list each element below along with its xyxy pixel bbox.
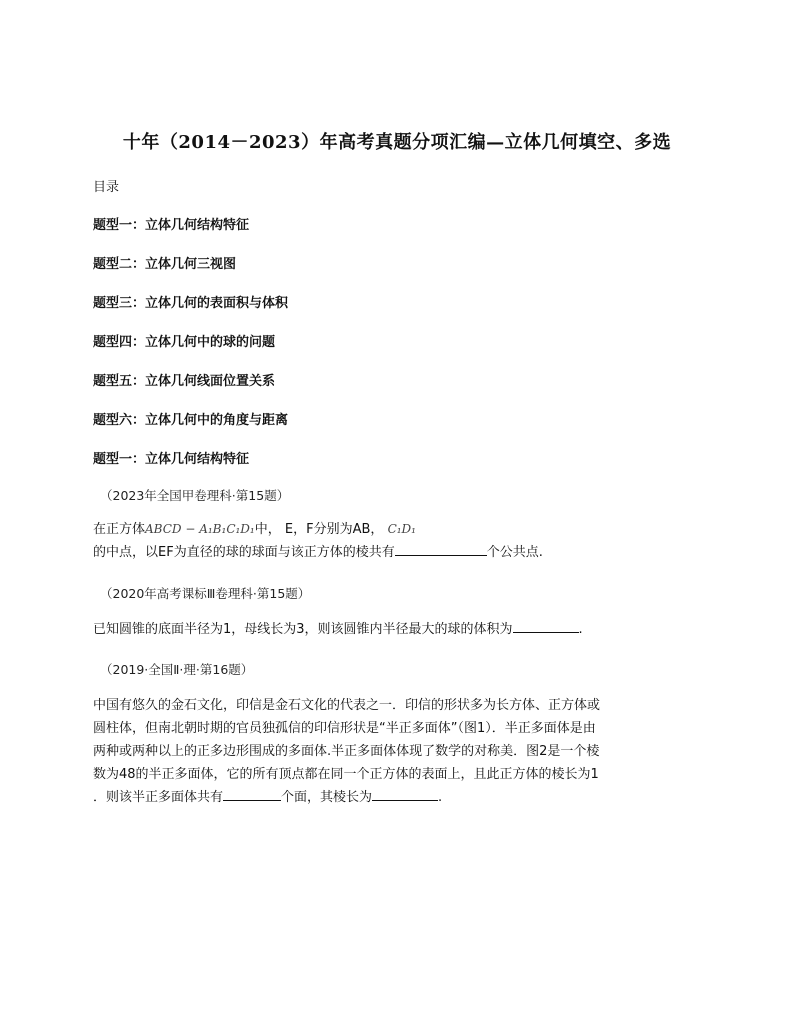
- q3-source: （2019·全国Ⅱ·理·第16题）: [100, 662, 254, 677]
- q1-text: E，F分别为AB，: [284, 522, 384, 537]
- q3-line: [93, 786, 703, 809]
- answer-blank[interactable]: [372, 786, 438, 801]
- q2-text: .: [578, 622, 583, 637]
- answer-blank[interactable]: [513, 618, 579, 633]
- toc-list: [93, 214, 288, 487]
- q1-text: 在正方体: [93, 522, 146, 537]
- q1-text: 中，: [254, 522, 281, 537]
- q3-line: 圆柱体，但南北朝时期的官员独孤信的印信形状是“半正多面体”（图1）．半正多面体是由: [93, 721, 596, 736]
- section-heading: 题型一：立体几何结构特征: [93, 452, 250, 467]
- toc-heading: 目录: [93, 180, 120, 195]
- q1-text: 个公共点.: [486, 545, 543, 560]
- q1-source: （2023年全国甲卷理科·第15题）: [100, 488, 290, 503]
- answer-blank[interactable]: [395, 541, 487, 556]
- q3-text: ．则该半正多面体共有: [93, 790, 224, 805]
- q3-line: 两种或两种以上的正多边形围成的多面体.半正多面体体现了数学的对称美．图2是一个棱: [93, 744, 600, 759]
- q1-line2: [93, 541, 703, 564]
- q3-line: 数为48的半正多面体，它的所有顶点都在同一个正方体的表面上，且此正方体的棱长为1: [93, 767, 599, 782]
- q3-text: .: [438, 790, 443, 805]
- toc-item[interactable]: 题型二：立体几何三视图: [93, 257, 237, 272]
- q1-line1: [93, 518, 703, 541]
- answer-blank[interactable]: [223, 786, 281, 801]
- toc-item[interactable]: 题型一：立体几何结构特征: [93, 218, 250, 233]
- q2-source: （2020年高考课标Ⅲ卷理科·第15题）: [100, 586, 311, 601]
- q3-line: 中国有悠久的金石文化，印信是金石文化的代表之一．印信的形状多为长方体、正方体或: [93, 698, 601, 713]
- q2-text: 已知圆锥的底面半径为1，母线长为3，则该圆锥内半径最大的球的体积为: [93, 622, 513, 637]
- toc-item[interactable]: 题型六：立体几何中的角度与距离: [93, 413, 289, 428]
- q1-math-edge: C₁D₁: [387, 522, 416, 536]
- document-title: 十年（2014－2023）年高考真题分项汇编—立体几何填空、多选: [122, 132, 672, 153]
- q1-text: 的中点，以EF为直径的球的球面与该正方体的棱共有: [93, 545, 395, 560]
- q3-text: 个面，其棱长为: [281, 790, 373, 805]
- q1-body: [93, 518, 703, 564]
- q3-body: [93, 694, 703, 809]
- toc-item[interactable]: 题型五：立体几何线面位置关系: [93, 374, 276, 389]
- toc-item[interactable]: 题型三：立体几何的表面积与体积: [93, 296, 289, 311]
- q2-body: [93, 618, 703, 641]
- toc-item[interactable]: 题型四：立体几何中的球的问题: [93, 335, 276, 350]
- q1-math-cube: ABCD − A₁B₁C₁D₁: [145, 522, 255, 536]
